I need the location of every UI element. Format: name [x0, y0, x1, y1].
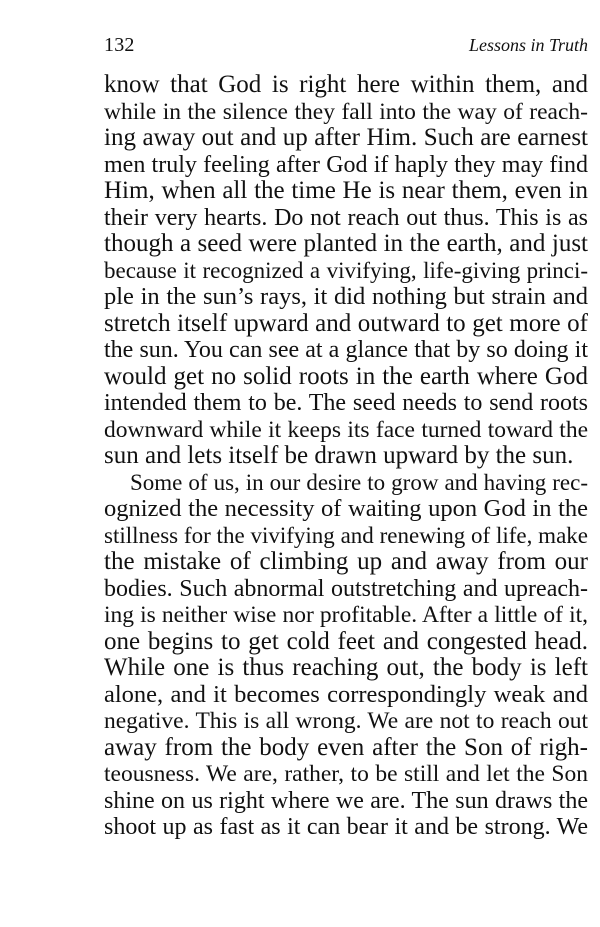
text-line: though a seed were planted in the earth, and just [104, 230, 588, 257]
text-line: their very hearts. Do not reach out thus. This is as [104, 204, 588, 231]
text-line: while in the silence they fall into the way of reach- [104, 98, 588, 125]
text-line: know that God is right here within them, and [104, 71, 588, 98]
text-line: shoot up as fast as it can bear it and be strong. We [104, 814, 588, 840]
running-title: Lessons in Truth [468, 35, 588, 55]
text-line: negative. This is all wrong. We are not to reach out [104, 708, 588, 734]
text-line: ing is neither wise nor profitable. After a little of it, [104, 602, 588, 628]
text-line: the sun. You can see at a glance that by so doing it [104, 337, 588, 363]
text-line: shine on us right where we are. The sun draws the [104, 787, 588, 814]
text-line: teousness. We are, rather, to be still and let the Son [104, 761, 588, 787]
text-line: the mistake of climbing up and away from our [104, 548, 588, 575]
text-line: men truly feeling after God if haply they may find [104, 151, 588, 178]
text-line: away from the body even after the Son of righ- [104, 733, 588, 761]
paragraph-2 [104, 470, 588, 841]
text-line: ing away out and up after Him. Such are earnest [104, 124, 588, 151]
text-line: alone, and it becomes correspondingly weak and [104, 680, 588, 708]
page-number: 132 [104, 34, 135, 56]
paragraph-1 [104, 72, 588, 470]
text-line: because it recognized a vivifying, life-giving princi- [104, 257, 588, 283]
text-line: Some of us, in our desire to grow and having rec- [130, 469, 588, 495]
text-line: intended them to be. The seed needs to send roots [104, 390, 588, 416]
text-line: Him, when all the time He is near them, even in [104, 177, 588, 204]
text-line: sun and lets itself be drawn upward by the sun. [104, 442, 574, 469]
text-line: would get no solid roots in the earth where God [104, 362, 588, 390]
text-line: stretch itself upward and outward to get more of [104, 309, 588, 337]
text-line: stillness for the vivifying and renewing of life, make [104, 522, 588, 548]
body-text [104, 72, 588, 841]
text-line: ple in the sun’s rays, it did nothing but strain and [104, 283, 588, 310]
text-line: one begins to get cold feet and congested head. [104, 627, 588, 655]
text-line: ognized the necessity of waiting upon God in the [104, 495, 588, 522]
text-line: bodies. Such abnormal outstretching and upreach- [104, 575, 588, 602]
page-header [104, 34, 588, 64]
text-line: While one is thus reaching out, the body is left [104, 654, 588, 681]
text-line: downward while it keeps its face turned toward the [104, 416, 588, 443]
